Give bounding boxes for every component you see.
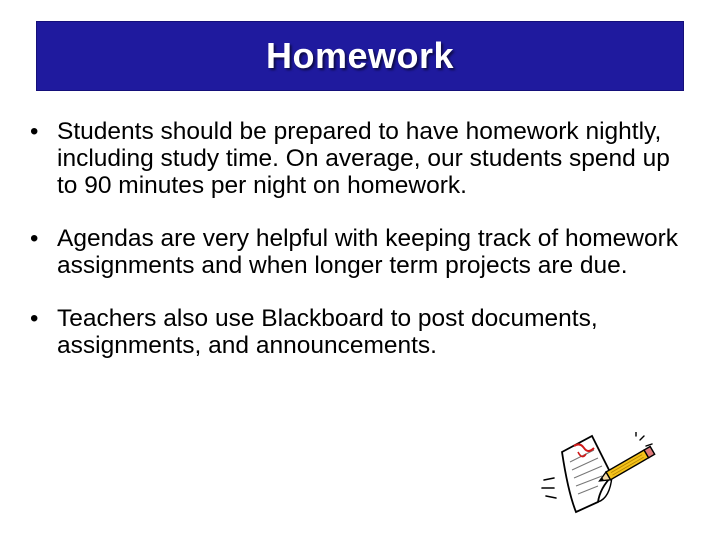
bullet-list bbox=[30, 118, 696, 359]
slide-title: Homework bbox=[265, 35, 455, 76]
bullet-text: Agendas are very helpful with keeping track of homework assignments and when longer term projects are due. bbox=[57, 225, 678, 279]
bullet-text: Teachers also use Blackboard to post documents, assignments, and announcements. bbox=[57, 305, 598, 359]
title-banner bbox=[36, 21, 684, 91]
bullet-dot: • bbox=[30, 118, 39, 145]
bullet-item bbox=[30, 305, 696, 359]
bullet-item bbox=[30, 118, 696, 199]
bullet-dot: • bbox=[30, 305, 39, 332]
bullet-dot: • bbox=[30, 225, 39, 252]
bullet-text: Students should be prepared to have homework nightly, including study time. On average, our students spend up to 90 minutes per night on homework. bbox=[57, 118, 670, 199]
bullet-item bbox=[30, 225, 696, 279]
homework-paper-pencil-icon bbox=[540, 432, 658, 516]
